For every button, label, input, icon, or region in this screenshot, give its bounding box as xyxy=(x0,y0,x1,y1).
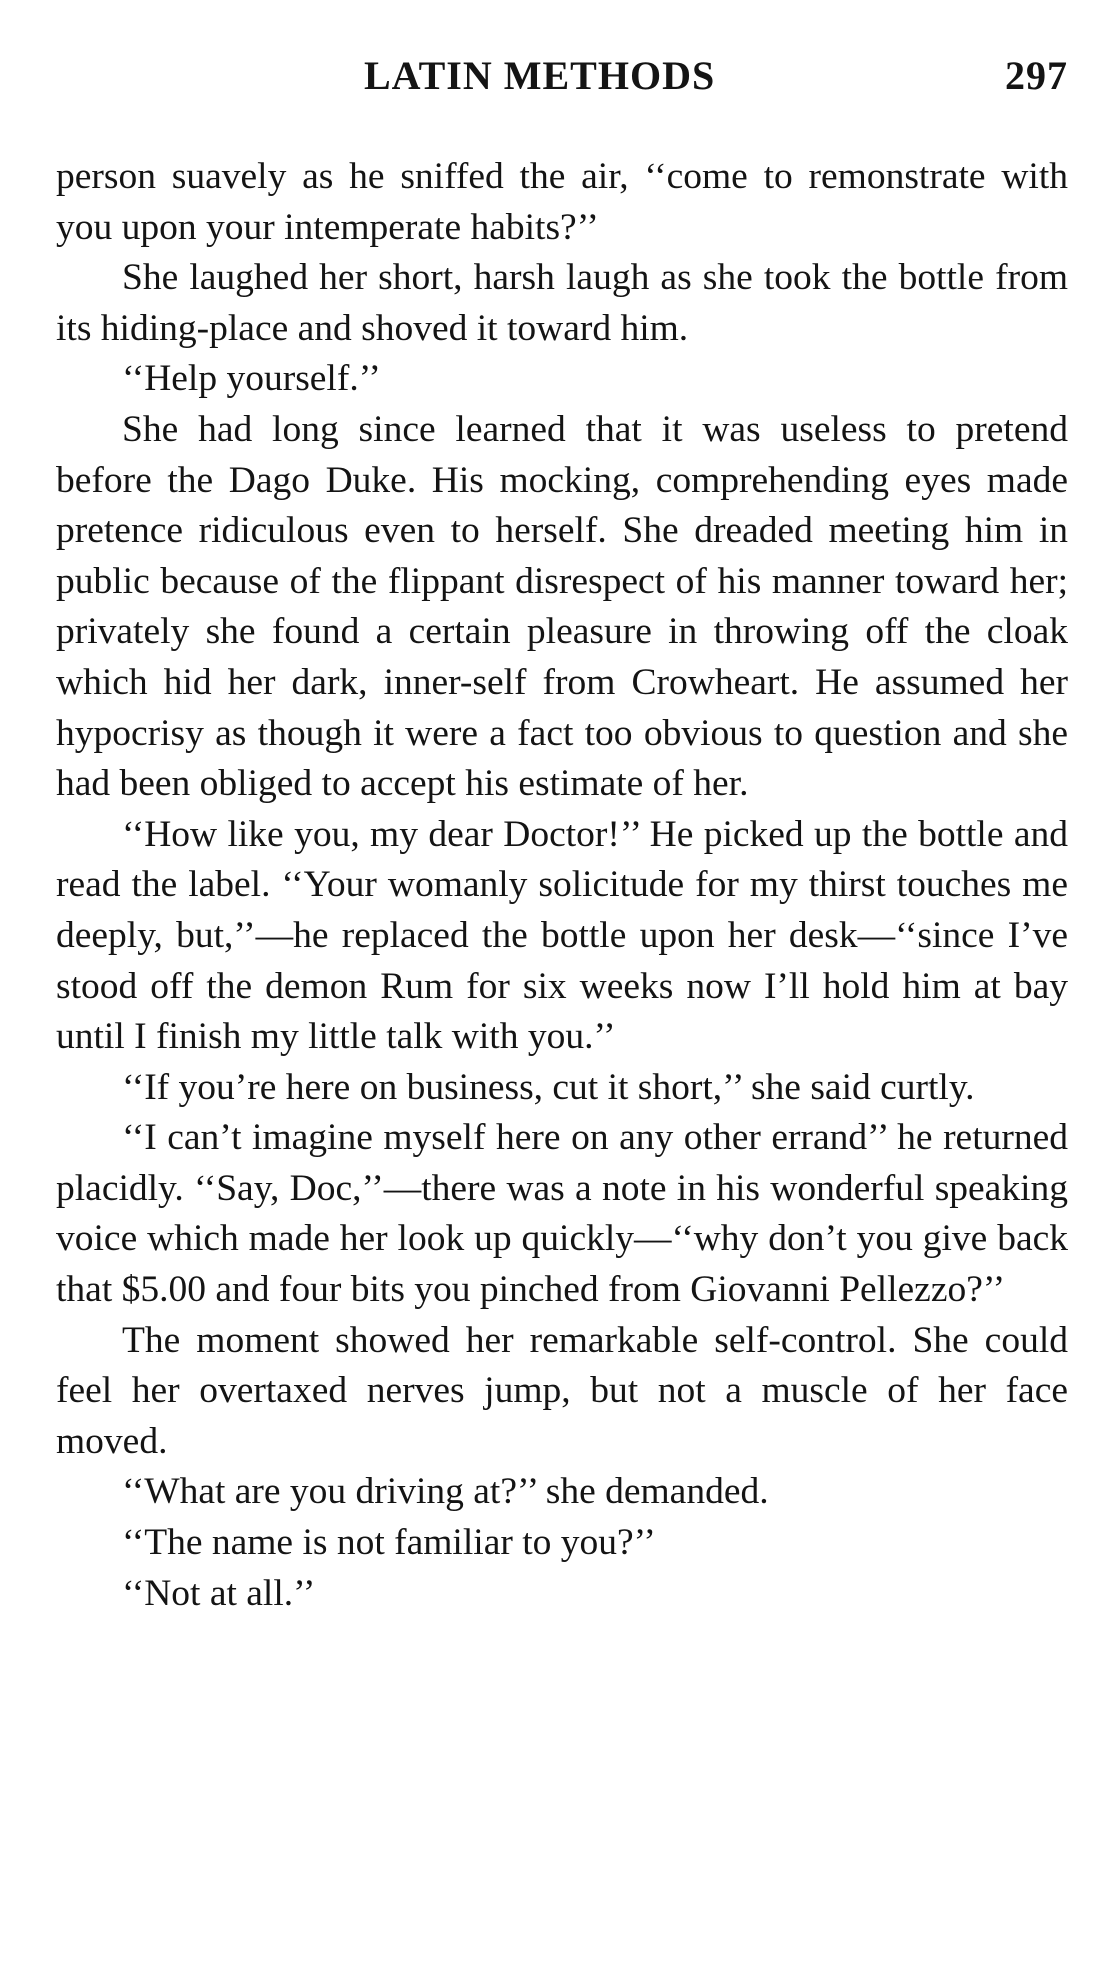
running-head xyxy=(56,52,1068,112)
paragraph: The moment showed her remarkable self-control. She could feel her overtaxed nerves jump, but not a muscle of her face moved. xyxy=(56,1319,1068,1462)
paragraph: ‘‘Help yourself.’’ xyxy=(122,358,381,400)
paragraph: ‘‘If you’re here on business, cut it short,’’ she said curtly. xyxy=(122,1066,975,1108)
paragraph: ‘‘How like you, my dear Doctor!’’ He picked up the bottle and read the label. ‘‘Your womanly solicitude for my thirst touches me deeply, but,’’—he replaced the bottle upon her desk—‘‘since I’ve stood off the demon Rum for six weeks now I’ll hold him at bay until I finish my little talk with you.’’ xyxy=(56,813,1068,1058)
book-page xyxy=(56,52,1068,1619)
paragraph: person suavely as he sniffed the air, ‘‘come to remonstrate with you upon your intemperate habits?’’ xyxy=(56,156,1068,248)
body-text xyxy=(56,152,1068,1619)
paragraph: ‘‘The name is not familiar to you?’’ xyxy=(122,1522,656,1564)
paragraph: ‘‘What are you driving at?’’ she demanded. xyxy=(122,1471,769,1513)
running-title: LATIN METHODS xyxy=(364,53,716,98)
paragraph: She laughed her short, harsh laugh as she took the bottle from its hiding-place and shoved it toward him. xyxy=(56,257,1068,349)
page-number: 297 xyxy=(1005,53,1068,98)
paragraph: She had long since learned that it was useless to pretend before the Dago Duke. His mocking, comprehending eyes made pretence ridiculous even to herself. She dreaded meeting him in public because of the flippant disrespect of his manner toward her; privately she found a certain pleasure in throwing off the cloak which hid her dark, inner-self from Crowheart. He assumed her hypocrisy as though it were a fact too obvious to question and she had been obliged to accept his estimate of her. xyxy=(56,408,1068,805)
paragraph: ‘‘Not at all.’’ xyxy=(122,1572,316,1614)
paragraph: ‘‘I can’t imagine myself here on any other errand’’ he returned placidly. ‘‘Say, Doc,’’—there was a note in his wonderful speaking voice which made her look up quickly—‘‘why don’t you give back that $5.00 and four bits you pinched from Giovanni Pellezzo?’’ xyxy=(56,1117,1068,1311)
